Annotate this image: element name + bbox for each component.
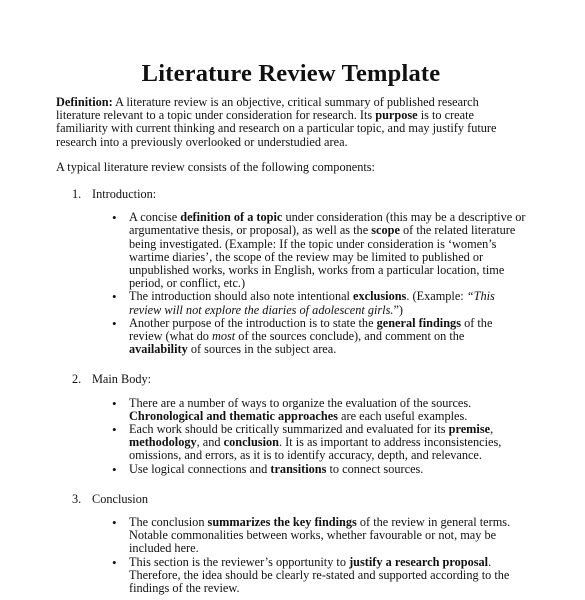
bullet-bold: methodology — [129, 435, 197, 450]
bullet-text: Another purpose of the introduction is to state the — [129, 315, 377, 330]
bullet-text: . Therefore, the idea should be clearly re-stated and supported according to the findings of the review. — [129, 554, 510, 596]
bullet-text: , — [490, 422, 494, 437]
list-item — [112, 397, 526, 423]
bullet-bold: summarizes the key findings — [207, 515, 357, 530]
definition-text-1: A literature review is an objective, critical summary of published research literature relevant to a topic under consideration for research. Its — [56, 95, 479, 123]
list-item — [112, 290, 526, 316]
bullet-bold: premise — [448, 422, 491, 437]
bullet-bold: definition of a topic — [180, 210, 283, 225]
section-introduction-heading — [56, 188, 585, 201]
bullet-text: There are a number of ways to organize the evaluation of the sources. — [129, 395, 472, 410]
list-item — [112, 423, 526, 463]
bullet-bold: justify a research proposal — [349, 554, 489, 569]
conclusion-bullet-list — [56, 516, 526, 595]
main-body-bullet-list — [56, 397, 526, 476]
bullet-text: The conclusion — [129, 515, 208, 530]
bullet-text: The introduction should also note intentional — [129, 289, 354, 304]
bullet-text: of the review in general terms. Notable commonalities between works, whether favourable or not, may be included here. — [129, 515, 511, 556]
bullet-bold: scope — [371, 223, 400, 238]
definition-purpose: purpose — [375, 108, 418, 123]
bullet-text: ”) — [393, 302, 404, 317]
bullet-text: of the review (what do — [129, 315, 493, 344]
definition-text-2: is to create familiarity with current thinking and research on a particular topic, and may justify future research into a previously overlooked or understudied area. — [56, 108, 497, 149]
section-label: Main Body: — [92, 372, 152, 387]
section-number: 2. — [72, 372, 82, 387]
bullet-bold: availability — [129, 342, 188, 357]
bullet-text: . It is as important to address inconsistencies, omissions, and errors, as it is to identify accuracy, depth, and relevance. — [129, 435, 502, 463]
bullet-text: of the sources conclude), and comment on the — [235, 329, 465, 344]
list-item — [112, 516, 526, 556]
section-number: 1. — [72, 187, 82, 202]
bullet-text: . (Example: — [406, 289, 467, 304]
definition-paragraph — [56, 96, 526, 149]
bullet-text: are each useful examples. — [337, 408, 468, 423]
section-label: Conclusion — [92, 491, 149, 506]
list-item — [112, 556, 526, 596]
bullet-text: This section is the reviewer’s opportunity to — [129, 554, 350, 569]
bullet-text: to connect sources. — [326, 461, 424, 476]
introduction-bullet-list — [56, 211, 526, 356]
bullet-bold: Chronological and thematic approaches — [129, 408, 338, 423]
bullet-bold: exclusions — [353, 289, 407, 304]
bullet-italic: “This review will not explore the diaries of adolescent girls. — [129, 289, 495, 317]
section-number: 3. — [72, 491, 82, 506]
intro-sentence: A typical literature review consists of the following components: — [56, 159, 375, 174]
definition-label: Definition: — [56, 95, 113, 109]
list-item — [112, 317, 526, 357]
bullet-text: A concise — [129, 210, 181, 225]
bullet-italic: most — [211, 329, 236, 344]
list-item — [112, 463, 526, 476]
bullet-text: Use logical connections and — [129, 461, 271, 476]
bullet-bold: conclusion — [223, 435, 279, 450]
section-main-body-heading — [56, 373, 585, 386]
bullet-bold: general findings — [376, 315, 461, 330]
bullet-text: of sources in the subject area. — [187, 342, 337, 357]
section-label: Introduction: — [92, 187, 157, 202]
bullet-bold: transitions — [270, 461, 327, 476]
list-item — [112, 211, 526, 290]
bullet-text: under consideration (this may be a descriptive or argumentative thesis, or proposal), as well as the — [129, 210, 526, 238]
section-conclusion-heading — [56, 493, 585, 506]
document-title: Literature Review Template — [141, 60, 441, 87]
bullet-text: of the related literature being investigated. (Example: If the topic under consideration is ‘women’s wartime diaries’, the scope of the review may be limited to published or unpublished works, works in English, works from a particular location, time period, or conflict, etc.) — [129, 223, 516, 291]
bullet-text: Each work should be critically summarized and evaluated for its — [129, 422, 449, 437]
bullet-text: , and — [196, 435, 224, 450]
